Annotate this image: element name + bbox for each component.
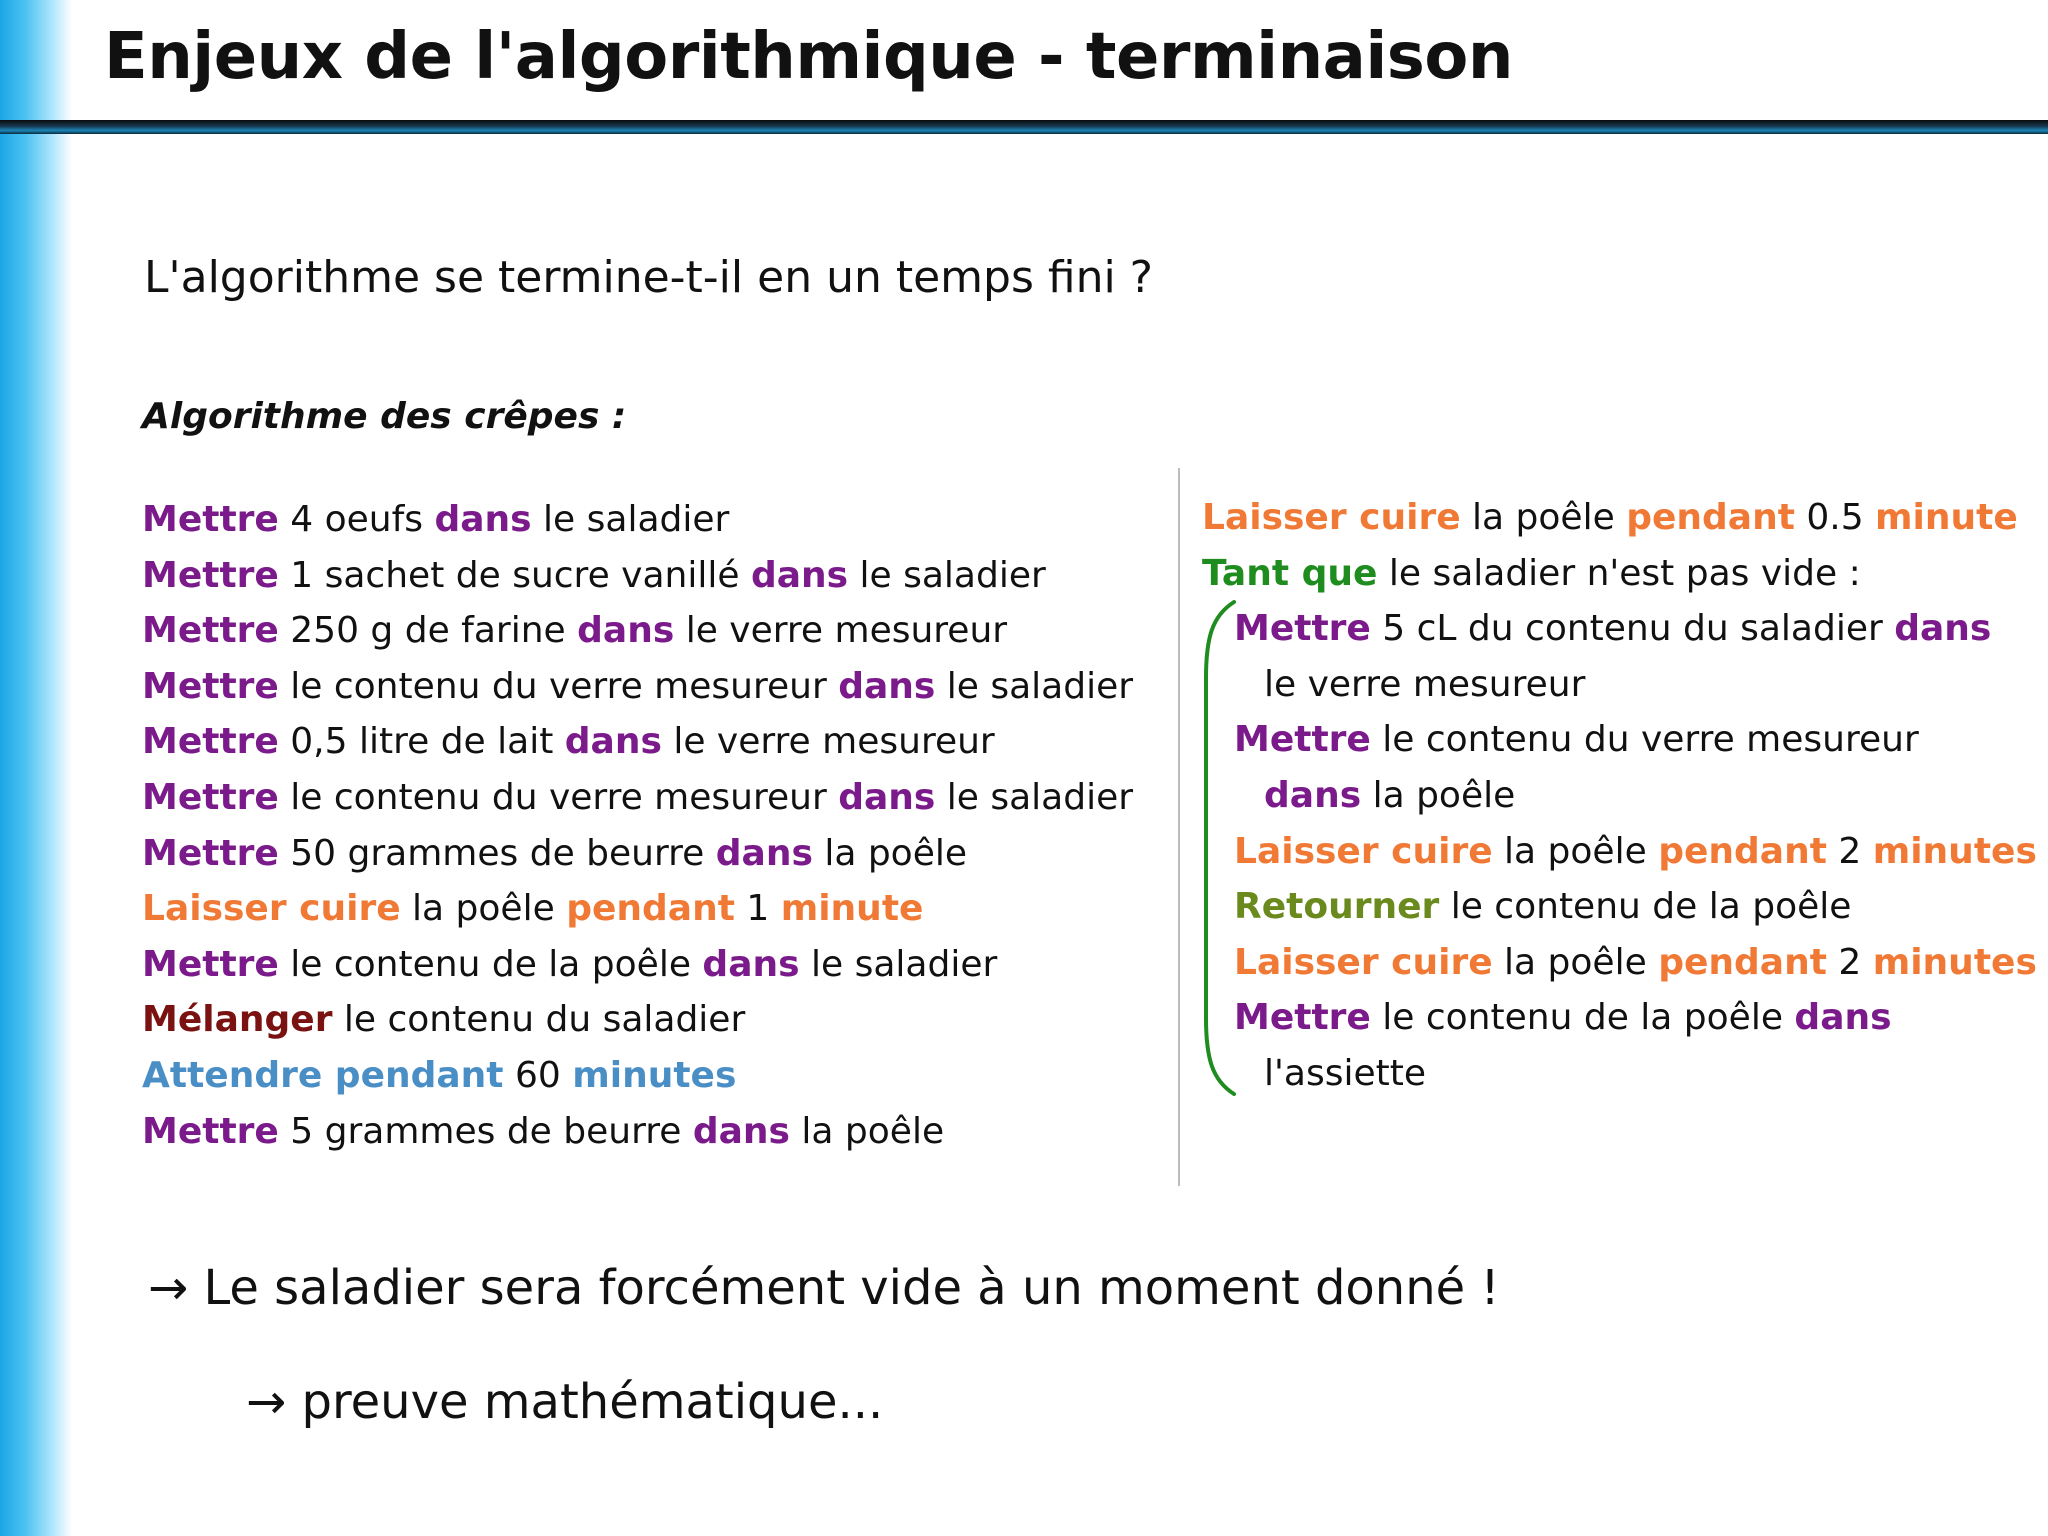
- algo-line-4: Mettre le contenu du verre mesureur dans le saladier: [142, 665, 1134, 707]
- loop-bracket-icon: [1198, 598, 1238, 1098]
- column-divider: [1178, 468, 1180, 1186]
- algo-right-line-4: le verre mesureur: [1264, 663, 1586, 705]
- algo-right-line-2: Tant que le saladier n'est pas vide :: [1202, 552, 1861, 594]
- algo-right-line-9: Laisser cuire la poêle pendant 2 minutes: [1234, 941, 2037, 983]
- algo-line-12: Mettre 5 grammes de beurre dans la poêle: [142, 1110, 945, 1152]
- algo-line-8: Laisser cuire la poêle pendant 1 minute: [142, 888, 924, 930]
- question-text: L'algorithme se termine-t-il en un temps fini ?: [144, 252, 1154, 303]
- algo-right-line-7: Laisser cuire la poêle pendant 2 minutes: [1234, 830, 2037, 872]
- side-gradient-bar: [0, 0, 72, 1536]
- algo-right-line-10: Mettre le contenu de la poêle dans: [1234, 997, 1892, 1039]
- proof-text: → preuve mathématique...: [246, 1374, 884, 1430]
- algo-line-5: Mettre 0,5 litre de lait dans le verre mesureur: [142, 721, 995, 763]
- algo-right-line-3: Mettre 5 cL du contenu du saladier dans: [1234, 608, 1992, 650]
- title-underline-rule: [0, 120, 2048, 134]
- algo-right-line-8: Retourner le contenu de la poêle: [1234, 886, 1852, 928]
- algo-right-line-1: Laisser cuire la poêle pendant 0.5 minute: [1202, 497, 2018, 538]
- algo-line-11: Attendre pendant 60 minutes: [142, 1054, 737, 1096]
- algo-right-line-11: l'assiette: [1264, 1052, 1426, 1094]
- algo-line-3: Mettre 250 g de farine dans le verre mesureur: [142, 610, 1008, 652]
- algorithm-heading: Algorithme des crêpes :: [142, 396, 627, 437]
- algo-line-7: Mettre 50 grammes de beurre dans la poêle: [142, 832, 967, 874]
- algorithm-left-column: [142, 492, 1133, 1159]
- loop-bracket-path: [1206, 602, 1234, 1094]
- algo-line-1: Mettre 4 oeufs dans le saladier: [142, 499, 730, 540]
- slide-title: Enjeux de l'algorithmique - terminaison: [104, 20, 1513, 94]
- algorithm-right-column: [1202, 490, 2037, 1102]
- conclusion-text: → Le saladier sera forcément vide à un moment donné !: [148, 1260, 1500, 1316]
- algo-line-9: Mettre le contenu de la poêle dans le saladier: [142, 943, 998, 985]
- algo-right-line-6: dans la poêle: [1264, 774, 1516, 816]
- algo-right-line-5: Mettre le contenu du verre mesureur: [1234, 719, 1919, 761]
- algo-line-2: Mettre 1 sachet de sucre vanillé dans le saladier: [142, 554, 1046, 596]
- algo-line-6: Mettre le contenu du verre mesureur dans le saladier: [142, 776, 1134, 818]
- algo-line-10: Mélanger le contenu du saladier: [142, 999, 746, 1041]
